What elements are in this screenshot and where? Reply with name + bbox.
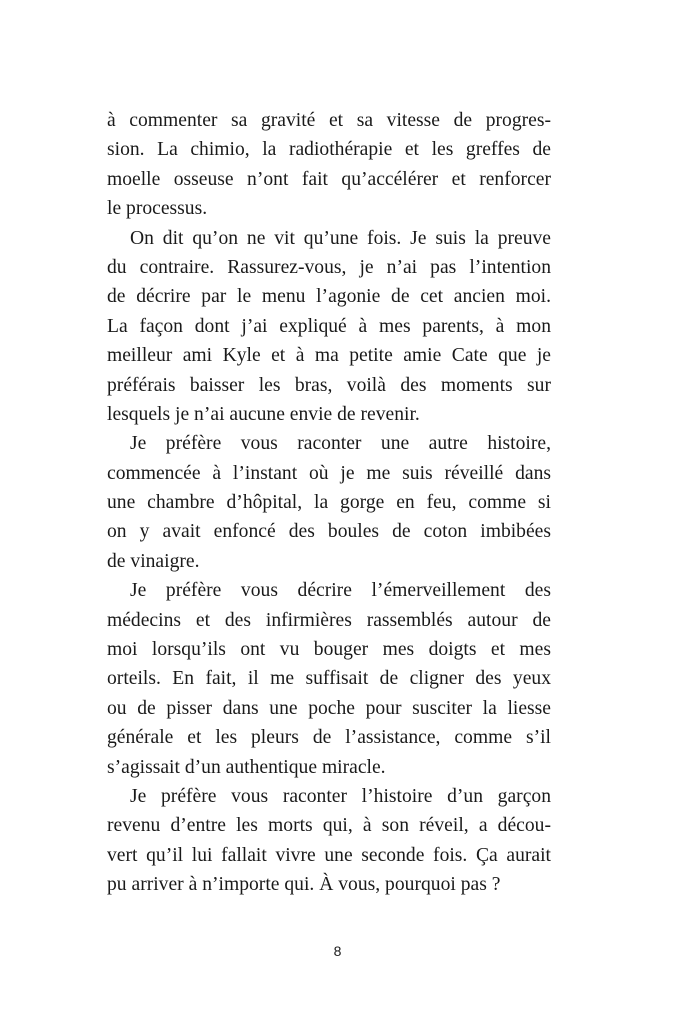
text-line: du contraire. Rassurez-vous, je n’ai pas l’intention [107,256,551,278]
text-line: commencée à l’instant où je me suis réveillé dans [107,462,551,484]
text-line: de décrire par le menu l’agonie de cet ancien moi. [107,286,551,308]
text-line: médecins et des infirmières rassemblés autour de [107,609,551,631]
text-line: moelle osseuse n’ont fait qu’accélérer et renforcer [107,168,551,190]
text-line: le processus. [107,198,208,220]
text-line: ou de pisser dans une poche pour susciter la liesse [107,697,551,719]
text-line: moi lorsqu’ils ont vu bouger mes doigts et mes [107,639,551,661]
text-line: sion. La chimio, la radiothérapie et les greffes de [107,139,551,161]
text-line: meilleur ami Kyle et à ma petite amie Cate que je [107,345,551,367]
text-line: on y avait enfoncé des boules de coton imbibées [107,521,551,543]
text-line: pu arriver à n’importe qui. À vous, pourquoi pas ? [107,874,501,896]
text-line: Je préfère vous décrire l’émerveillement des [130,580,551,602]
text-line: vert qu’il lui fallait vivre une seconde fois. Ça aurait [107,844,551,866]
text-line: revenu d’entre les morts qui, à son réveil, a décou- [107,815,551,837]
text-line: s’agissait d’un authentique miracle. [107,756,386,778]
text-line: On dit qu’on ne vit qu’une fois. Je suis la preuve [130,227,551,249]
text-line: Je préfère vous raconter l’histoire d’un garçon [130,785,551,807]
text-line: une chambre d’hôpital, la gorge en feu, comme si [107,492,551,514]
text-line: de vinaigre. [107,550,200,572]
text-line: lesquels je n’ai aucune envie de revenir. [107,403,420,425]
page-number: 8 [333,943,342,959]
text-line: La façon dont j’ai expliqué à mes parents, à mon [107,315,551,337]
text-line: générale et les pleurs de l’assistance, comme s’il [107,727,551,749]
text-line: orteils. En fait, il me suffisait de cligner des yeux [107,668,551,690]
text-line: à commenter sa gravité et sa vitesse de progres- [107,110,551,131]
body-text [107,106,551,900]
text-line: préférais baisser les bras, voilà des moments sur [107,374,551,396]
text-line: Je préfère vous raconter une autre histoire, [130,433,551,455]
